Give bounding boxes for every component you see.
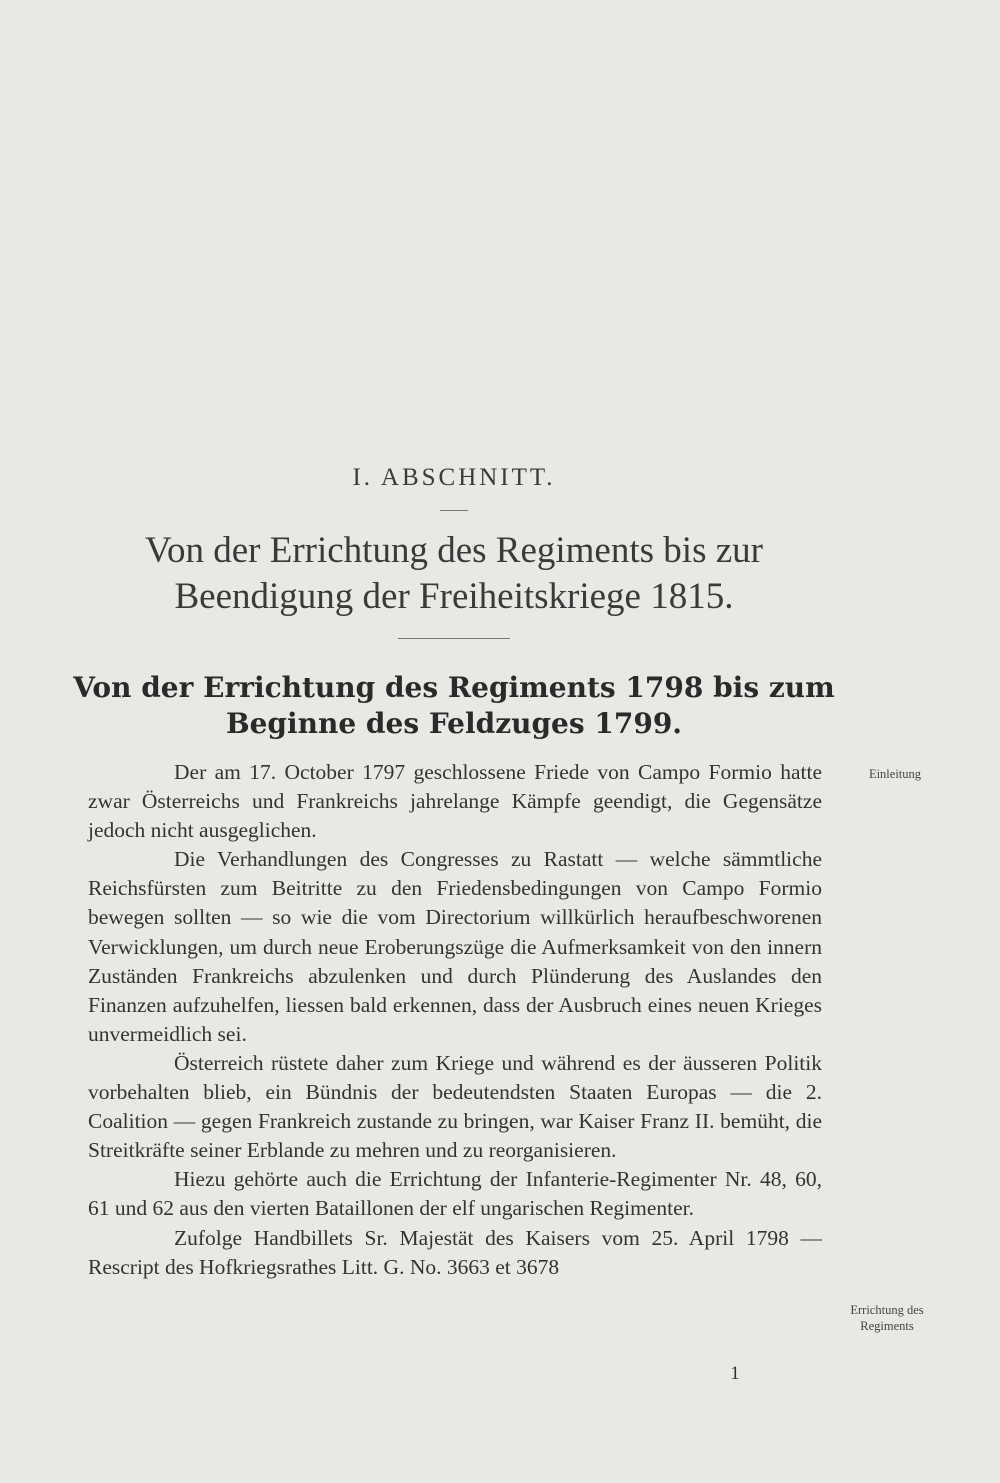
- paragraph-4: Hiezu gehörte auch die Errichtung der Infanterie-Regimenter Nr. 48, 60, 61 und 62 aus den vierten Bataillonen der elf ungarischen Regimenter.: [88, 1167, 822, 1221]
- divider-short: [440, 510, 468, 511]
- body-text: [88, 758, 822, 1282]
- paragraph-2: Die Verhandlungen des Congresses zu Rastatt — welche sämmtliche Reichsfürsten zum Beitritte zu den Friedensbedingungen von Campo Formio bewegen sollten — so wie die vom Directorium willkürlich heraufbeschworenen Verwicklungen, um durch neue Eroberungszüge die Aufmerksamkeit von den innern Zuständen Frankreichs abzulenken und durch Plünderung des Auslandes den Finanzen aufzuhelfen, liessen bald erkennen, dass der Ausbruch eines neuen Krieges unvermeidlich sei.: [88, 847, 822, 1046]
- divider-mid: [398, 638, 510, 639]
- subsection-title: [0, 670, 908, 742]
- margin-note-einleitung: Einleitung: [868, 767, 922, 781]
- chapter-title-line-2: Beendigung der Freiheitskriege 1815.: [174, 576, 734, 617]
- paragraph-3: Österreich rüstete daher zum Kriege und während es der äusseren Politik vorbehalten blieb, ein Bündnis der bedeutendsten Staaten Europas — die 2. Coalition — gegen Frankreich zustande zu bringen, war Kaiser Franz II. bemüht, die Streitkräfte seiner Erblande zu mehren und zu reorganisieren.: [88, 1050, 822, 1163]
- chapter-title-line-1: Von der Errichtung des Regiments bis zur: [145, 530, 763, 571]
- paragraph-1: Der am 17. October 1797 geschlossene Friede von Campo Formio hatte zwar Österreichs und Frankreichs jahrelange Kämpfe geendigt, die Gegensätze jedoch nicht ausgeglichen.: [88, 760, 822, 843]
- section-label: I. ABSCHNITT.: [352, 464, 556, 491]
- paragraph-5: Zufolge Handbillets Sr. Majestät des Kaisers vom 25. April 1798 — Rescript des Hofkriegsrathes Litt. G. No. 3663 et 3678: [88, 1225, 822, 1279]
- chapter-title: [0, 528, 908, 620]
- margin-note-errichtung: Errichtung des Regiments: [850, 1303, 924, 1333]
- subsection-title-line-2: Beginne des Feldzuges 1799.: [225, 707, 683, 740]
- subsection-title-line-1: Von der Errichtung des Regiments 1798 bis zum: [73, 671, 835, 704]
- page-number: 1: [730, 1363, 740, 1384]
